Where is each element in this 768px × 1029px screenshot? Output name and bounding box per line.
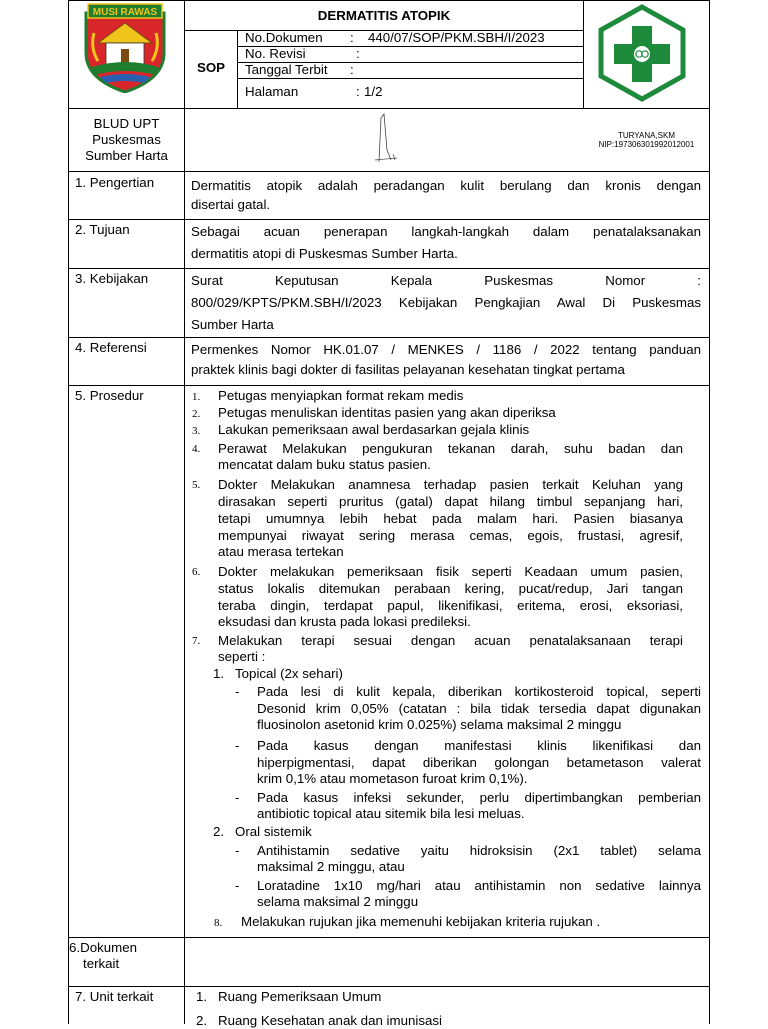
step-text: Petugas menuliskan identitas pasien yang akan diperiksa — [218, 405, 556, 420]
row-divider — [68, 337, 710, 338]
section-label-unit: 7. Unit terkait — [75, 989, 154, 1004]
border-top — [68, 0, 710, 1]
row-divider — [68, 268, 710, 269]
field-row-divider — [237, 78, 584, 79]
sub-number: 1. — [213, 666, 225, 681]
puskesmas-logo — [596, 4, 688, 102]
logo-banner-text: MUSI RAWAS — [92, 7, 158, 18]
row-divider — [68, 986, 710, 987]
bullet-text: fluosinolon asetonid krim 0.025%) selama maksimal 2 minggu — [257, 717, 622, 732]
signer-name: TURYANA,SKM — [617, 131, 676, 140]
bullet: - — [235, 878, 240, 893]
revision-sep: : — [356, 46, 360, 61]
bullet-text: Pada lesi di kulit kepala, diberikan kortikosteroid topical, seperti — [257, 684, 701, 699]
bullet-text: hiperpigmentasi, dapat diberikan golongan betametason valerat — [257, 755, 701, 770]
step-number: 8. — [214, 917, 223, 929]
step-text: Melakukan terapi sesuai dengan acuan penatalaksanaan terapi — [218, 633, 683, 648]
section-label-kebijakan: 3. Kebijakan — [75, 271, 149, 286]
referensi-line: Permenkes Nomor HK.01.07 / MENKES / 1186 / 2022 tentang panduan — [191, 342, 701, 357]
border-right — [709, 0, 710, 1024]
step-text: seperti : — [218, 649, 266, 664]
step-text: atau merasa tertekan — [218, 544, 344, 559]
step-text: teraba dingin, terdapat papul, likenifikasi, eritema, erosi, eksoriasi, — [218, 598, 683, 613]
step-text: mempunyai riwayat sering merasa cemas, egois, frustasi, agresif, — [218, 528, 683, 543]
sub-number: 2. — [213, 824, 225, 839]
bullet-text: Antihistamin sedative yaitu hidroksisin (2x1 tablet) selama — [257, 843, 701, 858]
unit-number: 2. — [196, 1013, 208, 1028]
unit-text: Ruang Kesehatan anak dan imunisasi — [218, 1013, 442, 1028]
col-divider — [184, 0, 185, 1024]
page-value: 1/2 — [364, 84, 383, 99]
bullet-text: Loratadine 1x10 mg/hari atau antihistamin non sedative lainnya — [257, 878, 701, 893]
step-text: status lokalis ditemukan perabaan kering, pucat/redup, Jari tangan — [218, 581, 683, 596]
bullet-text: Pada kasus infeksi sekunder, perlu dipertimbangkan pemberian — [257, 790, 701, 805]
step-text: tetapi umumnya lebih hebat pada malam hari. Pasien biasanya — [218, 511, 683, 526]
section-label-pengertian: 1. Pengertian — [75, 175, 155, 190]
step-number: 5. — [192, 479, 201, 491]
bullet: - — [235, 790, 240, 805]
section-label-tujuan: 2. Tujuan — [75, 222, 130, 237]
section-label-dokumen: terkait — [83, 956, 120, 971]
step-text: Perawat Melakukan pengukuran tekanan darah, suhu badan dan — [218, 441, 683, 456]
row-divider — [68, 219, 710, 220]
sub-label: Oral sistemik — [235, 824, 312, 839]
sop-label: SOP — [196, 60, 226, 75]
org-line: Sumber Harta — [85, 148, 168, 163]
tujuan-line: Sebagai acuan penerapan langkah-langkah dalam penatalaksanakan — [191, 224, 701, 239]
bullet-text: Desonid krim 0,05% (catatan : bila tidak tersedia dapat digunakan — [257, 701, 701, 716]
bullet: - — [235, 738, 240, 753]
row-divider — [68, 385, 710, 386]
header-bottom — [68, 108, 710, 109]
step-text: Dokter Melakukan anamnesa terhadap pasien terkait Keluhan yang — [218, 477, 683, 492]
pengertian-line: Dermatitis atopik adalah peradangan kulit berulang dan kronis dengan — [191, 178, 701, 193]
step-text: Melakukan rujukan jika memenuhi kebijakan kriteria rujukan . — [241, 914, 601, 929]
org-line: Puskesmas — [92, 132, 161, 147]
issue-date-label: Tanggal Terbit — [245, 62, 328, 77]
signature — [365, 110, 415, 170]
bullet-text: selama maksimal 2 minggu — [257, 894, 419, 909]
sop-col-divider — [237, 30, 238, 108]
bullet-text: krim 0,1% atau mometason furoat krim 0,1%). — [257, 771, 528, 786]
unit-number: 1. — [196, 989, 208, 1004]
revision-label: No. Revisi — [245, 46, 306, 61]
section-label-dokumen: 6.Dokumen — [69, 940, 137, 955]
step-number: 3. — [192, 425, 201, 437]
section-label-referensi: 4. Referensi — [75, 340, 147, 355]
bullet: - — [235, 843, 240, 858]
doc-number-value: 440/07/SOP/PKM.SBH/I/2023 — [368, 30, 545, 45]
section-label-prosedur: 5. Prosedur — [75, 388, 144, 403]
step-text: Petugas menyiapkan format rekam medis — [218, 388, 464, 403]
row-divider — [68, 937, 710, 938]
unit-text: Ruang Pemeriksaan Umum — [218, 989, 382, 1004]
bullet: - — [235, 684, 240, 699]
step-number: 2. — [192, 408, 201, 420]
bullet-text: Pada kasus dengan manifestasi klinis likenifikasi dan — [257, 738, 701, 753]
pengertian-line: disertai gatal. — [191, 197, 271, 212]
step-text: eksudasi dan krusta pada lokasi predileksi. — [218, 614, 471, 629]
step-number: 4. — [192, 443, 201, 455]
page-sep: : — [356, 84, 360, 99]
org-line: BLUD UPT — [93, 116, 160, 131]
kebijakan-line: 800/029/KPTS/PKM.SBH/I/2023 Kebijakan Pengkajian Awal Di Puskesmas — [191, 295, 701, 310]
referensi-line: praktek klinis bagi dokter di fasilitas pelayanan kesehatan tingkat pertama — [191, 362, 625, 377]
step-text: mencatat dalam buku status pasien. — [218, 457, 431, 472]
kebijakan-line: Sumber Harta — [191, 317, 274, 332]
sub-label: Topical (2x sehari) — [235, 666, 343, 681]
issue-date-sep: : — [350, 62, 354, 77]
bullet-text: antibiotic topical atau sitemik bila lesi meluas. — [257, 806, 525, 821]
page-label: Halaman — [245, 84, 299, 99]
step-number: 7. — [192, 635, 201, 647]
logo-col-divider — [583, 0, 584, 108]
kebijakan-line: Surat Keputusan Kepala Puskesmas Nomor : — [191, 273, 701, 288]
step-text: Dokter melakukan pemeriksaan fisik seperti Keadaan umum pasien, — [218, 564, 683, 579]
signer-nip: NIP:197306301992012001 — [598, 140, 695, 149]
step-number: 6. — [192, 566, 201, 578]
tujuan-line: dermatitis atopi di Puskesmas Sumber Harta. — [191, 246, 458, 261]
row-divider — [68, 171, 710, 172]
step-number: 1. — [192, 391, 201, 403]
step-text: dirasakan seperti pruritus (gatal) dapat hilang timbul sepanjang hari, — [218, 494, 683, 509]
bullet-text: maksimal 2 minggu, atau — [257, 859, 405, 874]
doc-number-label: No.Dokumen — [245, 30, 323, 45]
document-title: DERMATITIS ATOPIK — [317, 8, 451, 23]
musi-rawas-logo — [84, 3, 166, 93]
doc-number-sep: : — [350, 30, 354, 45]
step-text: Lakukan pemeriksaan awal berdasarkan gejala klinis — [218, 422, 530, 437]
